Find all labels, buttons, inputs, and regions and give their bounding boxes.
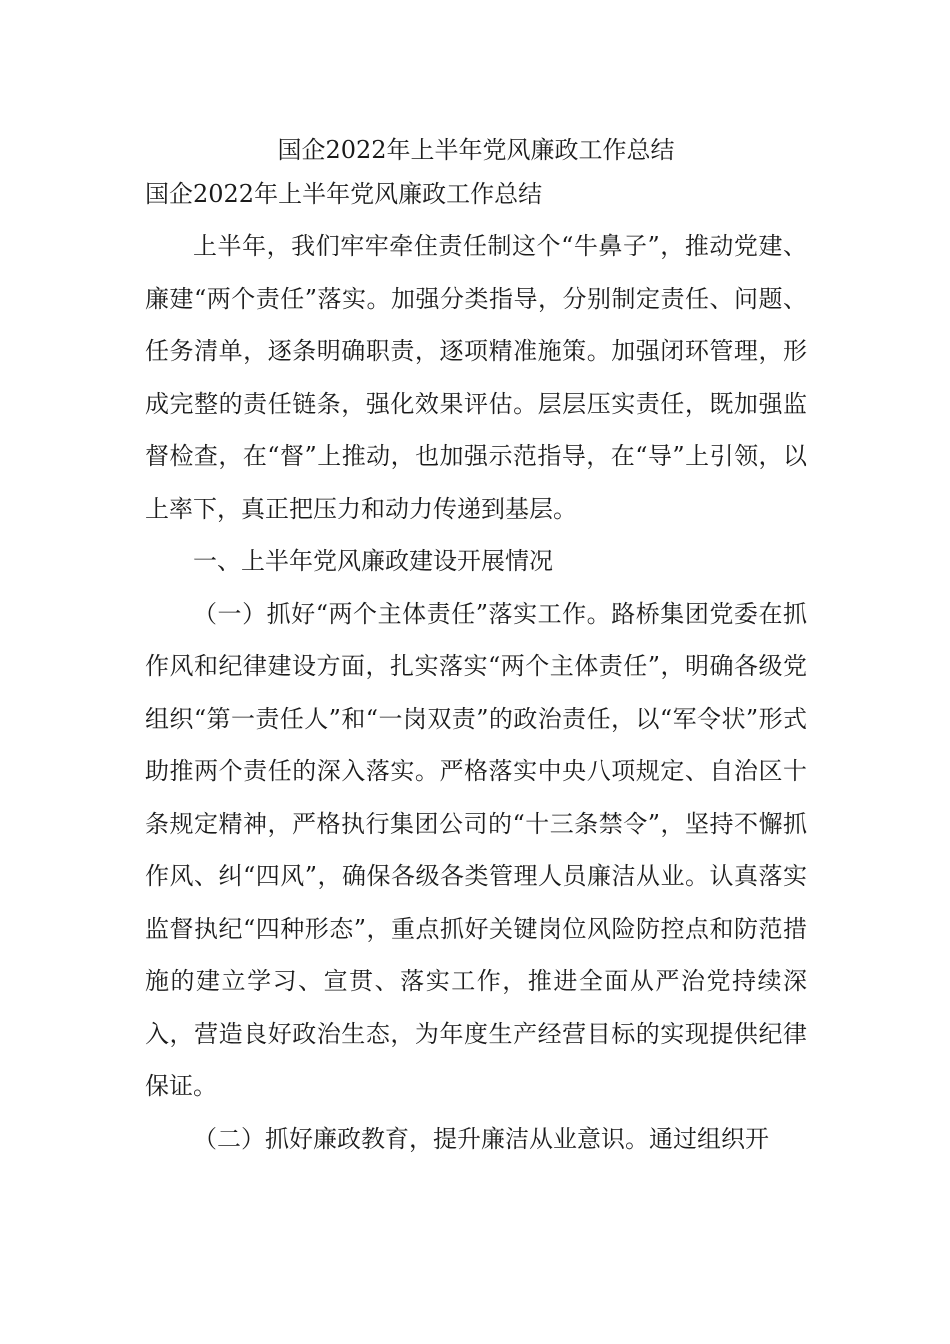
paragraph-section-1-1: （一）抓好“两个主体责任”落实工作。路桥集团党委在抓作风和纪律建设方面，扎实落实“两个主体责任”，明确各级党组织“第一责任人”和“一岗双责”的政治责任，以“军令状”形式助推两个责任的深入落实。严格落实中央八项规定、自治区十条规定精神，严格执行集团公司的“十三条禁令”，坚持不懈抓作风、纠“四风”，确保各级各类管理人员廉洁从业。认真落实监督执纪“四种形态”，重点抓好关键岗位风险防控点和防范措施的建立学习、宣贯、落实工作，推进全面从严治党持续深入，营造良好政治生态，为年度生产经营目标的实现提供纪律保证。 (145, 599, 807, 1100)
document-page (145, 128, 807, 1165)
section-heading-1: 一、上半年党风廉政建设开展情况 (193, 547, 553, 575)
paragraph-intro: 上半年，我们牢牢牵住责任制这个“牛鼻子”，推动党建、廉建“两个责任”落实。加强分类指导，分别制定责任、问题、任务清单，逐条明确职责，逐项精准施策。加强闭环管理，形成完整的责任链条，强化效果评估。层层压实责任，既加强监督检查，在“督”上推动，也加强示范指导，在“导”上引领，以上率下，真正把压力和动力传递到基层。 (145, 232, 807, 523)
document-title: 国企2022年上半年党风廉政工作总结 (277, 136, 675, 164)
paragraph-section-1-2: （二）抓好廉政教育，提升廉洁从业意识。通过组织开 (193, 1124, 769, 1153)
document-subtitle: 国企2022年上半年党风廉政工作总结 (145, 180, 543, 208)
